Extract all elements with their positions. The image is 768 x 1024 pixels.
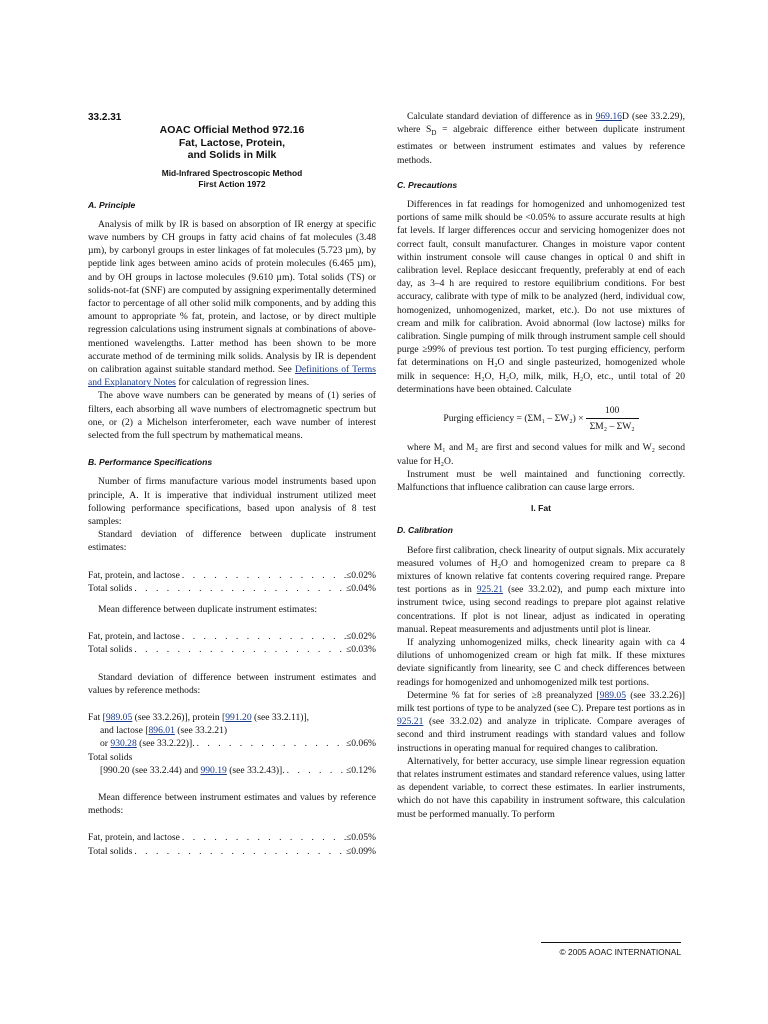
definitions-link[interactable]: Definitions of Terms and Explanatory Notes: [88, 363, 376, 389]
sd-paragraph: Calculate standard deviation of difference as in 969.16D (see 33.2.29), where $S_D$ = algebraic difference either between duplicate instrument estimates or between instrument estimates and values by reference methods.: [397, 111, 685, 166]
precautions-heading: C. Precautions: [397, 179, 458, 190]
spec-row: Total solids . . . ≤0.09%: [88, 845, 376, 858]
precautions-paragraph-3: Instrument must be well maintained and functioning correctly. Malfunctions that influence calibration can cause large errors.: [397, 468, 685, 493]
spec-row: Fat, protein, and lactose . . . ≤0.05%: [88, 831, 376, 844]
reference-total-solids-row: [990.20 (see 33.2.44) and 990.19 (see 33.2.43)]. . . . ≤0.12%: [88, 764, 376, 777]
performance-paragraph-2: Standard deviation of difference between duplicate instrument estimates:: [88, 529, 376, 554]
spec-row: Total solids . . . ≤0.03%: [88, 643, 376, 656]
reference-or-row: or 930.28 (see 33.2.22)]. . . . ≤0.06%: [88, 737, 376, 750]
formula-lhs: Purging efficiency = (ΣM₁ – ΣW₂) ×: [443, 413, 584, 425]
ref-link-989-05[interactable]: 989.05: [105, 712, 133, 723]
performance-heading: B. Performance Specifications: [88, 457, 213, 468]
precautions-paragraph-2: where M₁ and M₂ are first and second values for milk and W₂ second value for H₂O.: [397, 442, 685, 467]
ref-link-990-19[interactable]: 990.19: [200, 764, 227, 776]
subtitle-method: Mid-Infrared Spectroscopic Method: [161, 167, 303, 178]
precautions-paragraph-1: Differences in fat readings for homogenized and unhomogenized test portions of same milk should be <0.05% to assure accurate results at high fat levels. If larger differences occur and servicing homogenizer does not correct fault, consult manufacturer. Changes in moisture vapor content within instrument console will cause changes in optical 0 and shift in calibration level. Replace desiccant frequently, preferably at end of each day, as 3–4 h are required to restore equilibrium conditions. For best accuracy, calibrate with type of milk to be analyzed (herd, individual cow, homogenized, unhomogenized, market, etc.). Do not use mixtures of cream and milk for calibration. Avoid abnormal (low lactose) milks for calibration. Single pumping of milk through instrument sample cell should purge ≥99% of previous test portion. To test purging efficiency, perform fat determinations on H₂O and single pasteurized, homogenized whole milk in sequence: H₂O, H₂O, milk, milk, H₂O, etc., until total of 20 determinations have been obtained. Calculate: [397, 198, 685, 395]
spec-row: Fat, protein, and lactose . . . ≤0.02%: [88, 569, 376, 582]
method-title: [88, 124, 376, 190]
title-line-2: Fat, Lactose, Protein,: [178, 136, 286, 149]
calibration-paragraph-1: Before first calibration, check linearity of output signals. Mix accurately measured volumes of H₂O and homogenized cream to prepare ca 8 mixtures of known relative fat contents covering required range. Prepare test portions as in 925.21 (see 33.2.02), and pump each mixture into instrument twice, using second readings to prepare plot against relative concentrations. If plot is not linear, adjust as indicated in operating manual. Repeat measurements and adjustments until plot is linear.: [397, 544, 685, 635]
fat-heading: I. Fat: [530, 503, 552, 514]
ref-link-896-01[interactable]: 896.01: [148, 725, 175, 737]
section-number: 33.2.31: [88, 112, 122, 123]
ref-link-925-21[interactable]: 925.21: [476, 584, 504, 596]
ref-link-930-28[interactable]: 930.28: [110, 738, 137, 750]
reference-total-solids-label: Total solids: [88, 751, 133, 763]
spec-row: Fat, protein, and lactose . . . ≤0.02%: [88, 630, 376, 643]
principle-paragraph-1: Analysis of milk by IR is based on absorption of IR energy at specific wave numbers by CH groups in fatty acid chains of fat molecules (3.48 µm), by carbonyl groups in ester linkages of fat molecules (5.723 µm), by peptide link ages between amino acids of protein molecules (6.465 µm), and by OH groups in lactose molecules (9.610 µm). Total solids (TS) or solids-not-fat (SNF) are computed by assigning experimentally determined factor to percentage of all other solid milk components, and by adding this amount to appropriate % fat, protein, and lactose, or by direct multiple regression calculations using instrument signals at combinations of above-mentioned wavelengths. Latter method has been shown to be more accurate method of de termining milk solids. Analysis by IR is dependent on calibration against suitable standard method. See Definitions of Terms and Explanatory Notes for calculation of regression lines.: [88, 218, 377, 389]
reference-fat-protein: Fat [989.05 (see 33.2.26)], protein [991.20 (see 33.2.11)],: [88, 712, 310, 723]
principle-heading: A. Principle: [88, 199, 136, 210]
performance-paragraph-4: Standard deviation of difference between instrument estimates and values by reference methods:: [88, 671, 376, 696]
performance-paragraph-5: Mean difference between instrument estimates and values by reference methods:: [88, 792, 376, 817]
subtitle-status: First Action 1972: [198, 178, 266, 189]
ref-link-989-05-b[interactable]: 989.05: [599, 689, 627, 701]
title-line-3: and Solids in Milk: [187, 149, 277, 161]
performance-paragraph-3: Mean difference between duplicate instrument estimates:: [98, 603, 318, 615]
principle-paragraph-2: The above wave numbers can be generated by means of (1) series of filters, each absorbing all wave numbers of electromagnetic spectrum but one, or (2) a Michelson interferometer, each wave number of interest selected from the full spectrum by mathematical means.: [88, 390, 376, 441]
formula-denominator: ΣM₂ – ΣW₂: [586, 418, 639, 433]
formula-numerator: 100: [604, 404, 620, 416]
reference-lactose: and lactose [896.01 (see 33.2.21): [100, 725, 228, 737]
ref-link-925-21-b[interactable]: 925.21: [397, 716, 424, 728]
calibration-heading: D. Calibration: [397, 525, 453, 536]
calibration-paragraph-2: If analyzing unhomogenized milks, check linearity again with ca 4 dilutions of unhomogenized cream or high fat milk. If these mixtures deviate significantly from linearity, see C and check differences between readings for homogenized and unhomogenized milk test portions.: [397, 637, 685, 688]
right-column: [397, 110, 685, 821]
ref-link-991-20[interactable]: 991.20: [225, 712, 252, 723]
calibration-paragraph-4: Alternatively, for better accuracy, use simple linear regression equation that relates instrument estimates and standard reference values, using latter as dependent variable, to correct these estimates. In earlier instruments, which do not have this capability in instrument software, this calculation must be performed manually. To perform: [397, 755, 685, 820]
left-column: [88, 110, 376, 858]
spec-row: Total solids . . . ≤0.04%: [88, 582, 376, 595]
formula-fraction: [586, 404, 639, 433]
calibration-paragraph-3: Determine % fat for series of ≥8 preanalyzed [989.05 (see 33.2.26)] milk test portions of type to be analyzed (see C). Prepare test portions as in 925.21 (see 33.2.02) and analyze in triplicate. Compare averages of second and third instrument readings with standard values and follow instructions in operating manual for required changes to calibration.: [397, 689, 686, 754]
performance-paragraph-1: Number of firms manufacture various model instruments based upon principle, A. It is imperative that individual instrument utilized meet following performance specifications, based upon analysis of 8 test samples:: [88, 476, 376, 527]
copyright-footer: © 2005 AOAC INTERNATIONAL: [541, 942, 681, 957]
purging-efficiency-formula: [397, 404, 685, 433]
title-line-1: AOAC Official Method 972.16: [159, 124, 305, 136]
ref-link-969-16[interactable]: 969.16: [595, 111, 622, 122]
